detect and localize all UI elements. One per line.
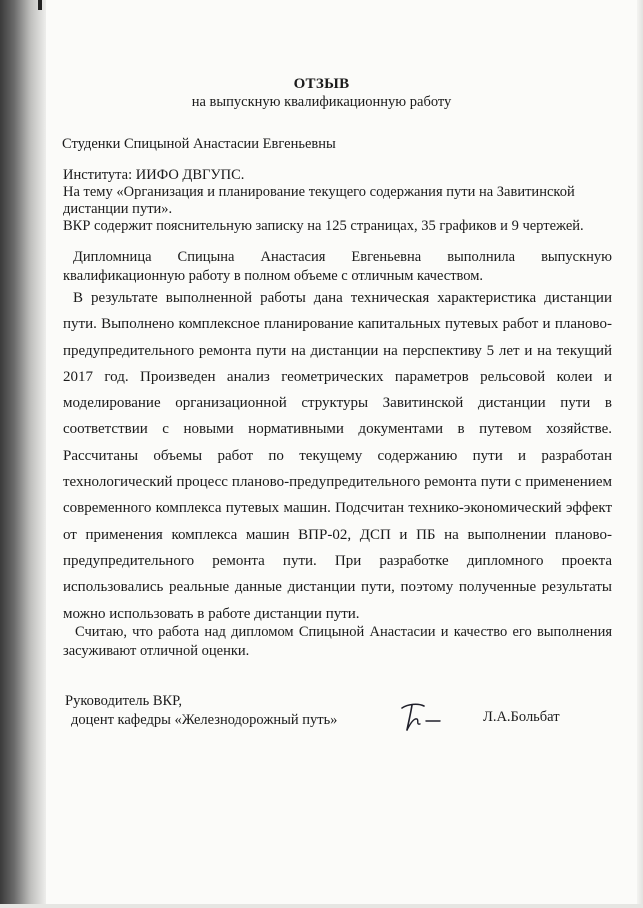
scan-shadow-bottom <box>0 904 643 908</box>
topic-line-1: На тему «Организация и планирование текущего содержания пути на Завитинской <box>63 184 575 200</box>
student-line: Студенки Спицыной Анастасии Евгеньевны <box>62 136 336 152</box>
signer-name: Л.А.Больбат <box>483 709 560 725</box>
signature-role <box>65 692 337 730</box>
topic-line-2: дистанции пути». <box>63 201 173 217</box>
scan-shadow-left <box>0 0 46 908</box>
document-title: ОТЗЫВ <box>293 76 350 92</box>
scan-shadow-right <box>637 0 643 908</box>
contents-line: ВКР содержит пояснительную записку на 125 страницах, 35 графиков и 9 чертежей. <box>63 218 584 234</box>
paragraph-results: В результате выполненной работы дана техническая характеристика дистанции пути. Выполнено комплексное планирование капитальных путевых работ и планово-предупредительного ремонта пути на дистанции на перспективу 5 лет и на текущий 2017 год. Произведен анализ геометрических параметров рельсовой колеи и моделирование организационной структуры Завитинской дистанции пути в соответствии с новыми нормативными документами в путевом хозяйстве. Рассчитаны объемы работ по текущему содержанию пути и разработан технологический процесс планово-предупредительного ремонта пути с применением современного комплекса путевых машин. Подсчитан технико-экономический эффект от применения комплекса машин ВПР-02, ДСП и ПБ на выполнении планово-предупредительного ремонта пути. При разработке дипломного проекта использовались реальные данные дистанции пути, поэтому полученные результаты можно использовать в работе дистанции пути. <box>63 290 612 622</box>
handwritten-signature <box>398 700 444 734</box>
scan-mark <box>38 0 42 10</box>
document-subtitle: на выпускную квалификационную работу <box>191 94 452 110</box>
institute-line: Института: ИИФО ДВГУПС. <box>63 167 245 183</box>
role-line-1: Руководитель ВКР, <box>65 693 183 709</box>
paragraph-conclusion: Считаю, что работа над дипломом Спицыной Анастасии и качество его выполнения засуживают отличной оценки. <box>63 624 612 659</box>
role-line-2: доцент кафедры «Железнодорожный путь» <box>71 712 338 728</box>
paragraph-graduate: Дипломница Спицына Анастасия Евгеньевна выполнила выпускную квалификационную работу в полном объеме с отличным качеством. <box>63 249 612 284</box>
